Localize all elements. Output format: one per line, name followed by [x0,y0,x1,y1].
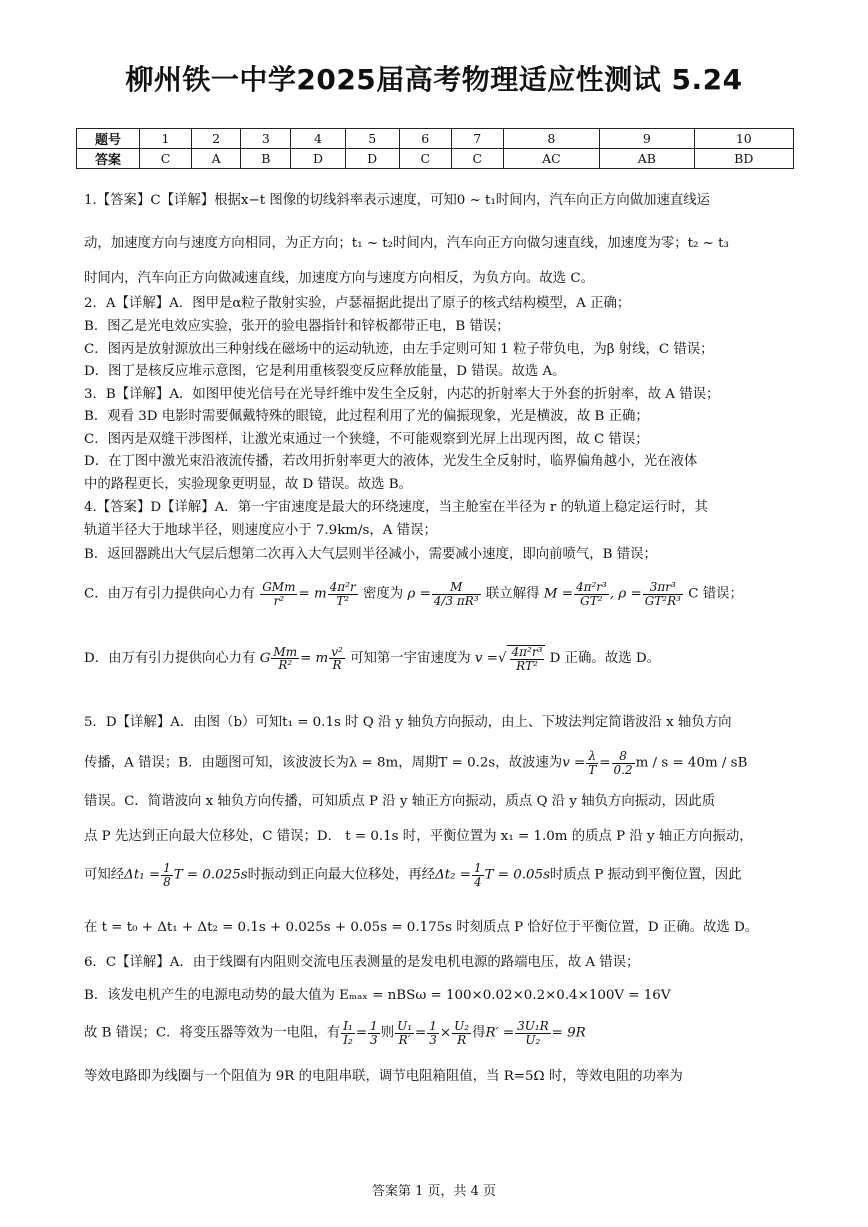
formula-text: D 正确。故选 D。 [549,651,660,667]
formula-symbol: = [355,1025,368,1041]
fraction [432,581,481,607]
formula-symbol: m / s = 40m / s [635,755,738,771]
formula-text: D．由万有引力提供向心力有 [84,651,256,667]
solution-line: 在 t = t₀ + Δt₁ + Δt₂ = 0.1s + 0.025s + 0.05s = 0.175s 时刻质点 P 恰好位于平衡位置，D 正确。故选 D。 [84,920,759,935]
question-number: 7 [451,129,503,149]
formula-symbol: = m [300,651,329,667]
formula-symbol: R′ = [485,1025,515,1041]
denominator: 8 [163,874,171,889]
numerator: Mm [273,644,298,659]
question-number: 3 [241,129,291,149]
solution-line: 轨道半径大于地球半径，则速度应小于 7.9km/s，A 错误； [84,523,437,538]
question-number: 9 [600,129,694,149]
solution-formula-line [84,862,790,888]
numerator: 1 [429,1019,437,1033]
formula-symbol: ρ = [407,586,431,602]
answer-cell: C [399,149,451,169]
fraction [643,581,683,607]
solution-line: D．在丁图中激光束沿液流传播，若改用折射率更大的液体，光发生全反射时，临界偏角越小，光在液体 [84,454,698,469]
sqrt-body [507,645,546,672]
solution-line: 4.【答案】D【详解】A．第一宇宙速度是最大的环绕速度，当主舱室在半径为 r 的轨道上稳定运行时，其 [84,500,708,515]
denominator: R′ [398,1032,411,1047]
solution-line: B．图乙是光电效应实验，张开的验电器指针和锌板都带正电，B 错误； [84,319,510,334]
fraction [472,862,484,888]
denominator: 4 [473,874,482,889]
question-number: 8 [503,129,599,149]
solution-line: 1.【答案】C【详解】根据x−t 图像的切线斜率表示速度，可知0 ~ t₁时间内，汽车向正方向做加速直线运 [84,193,711,208]
fraction [427,1020,439,1046]
numerator: I₁ [343,1019,353,1033]
numerator: U₁ [397,1019,413,1033]
formula-symbol: G [259,651,271,667]
solution-line: C．图丙是放射源放出三种射线在磁场中的运动轨迹，由左手定则可知 1 粒子带负电，为β 射线，C 错误； [84,342,714,357]
answer-cell: D [345,149,399,169]
answer-cell: B [241,149,291,169]
denominator: RT² [516,658,538,673]
numerator: 1 [163,861,171,875]
formula-symbol: = m [298,586,327,602]
formula-symbol: Δt₂ = [435,867,471,883]
solution-line: 3．B【详解】A．如图甲使光信号在光导纤维中发生全反射，内芯的折射率大于外套的折射率，故 A 错误； [84,387,720,402]
question-number: 10 [694,129,793,149]
denominator: r² [273,593,285,608]
solution-line: 5．D【详解】A．由图（b）可知t₁ = 0.1s 时 Q 沿 y 轴负方向振动，由上、下坡法判定简谐波沿 x 轴负方向 [84,715,732,730]
numerator: λ [586,750,598,764]
solution-formula-line [84,581,790,607]
formula-symbol: T = 0.025s [173,867,248,883]
numerator: 8 [612,750,635,764]
numerator: 4π²r [329,580,356,594]
fraction [341,1020,355,1046]
fraction [161,862,173,888]
solution-line: C．图丙是双缝干涉图样，让激光束通过一个狭缝，不可能观察到光屏上出现丙图，故 C 错误； [84,432,649,447]
formula-text: 密度为 [363,586,404,602]
denominator: T [588,762,597,777]
numerator: 3U₁R [517,1019,549,1033]
numerator: U₂ [454,1019,470,1033]
question-number: 4 [291,129,345,149]
denominator: R² [278,658,293,673]
denominator: R [457,1032,467,1047]
solution-formula-line [84,750,790,776]
solution-line: B．返回器跳出大气层后想第二次再入大气层则半径减小，需要减小速度，即向前喷气，B 错误； [84,547,657,562]
fraction [328,581,358,607]
question-number: 6 [399,129,451,149]
fraction [329,646,345,672]
formula-text: 可知第一宇宙速度为 [350,651,471,667]
denominator: 3 [370,1032,378,1047]
solution-line: 动，加速度方向与速度方向相同，为正方向；t₁ ~ t₂时间内，汽车向正方向做匀速直线，加速度为零；t₂ ~ t₃ [84,236,729,251]
denominator: 3 [429,1032,437,1047]
formula-symbol: Δt₁ = [124,867,161,883]
formula-text: 故 B 错误；C．将变压器等效为一电阻，有 [84,1025,341,1041]
denominator: U₂ [525,1032,541,1047]
solution-line: 6．C【详解】A．由于线圈有内阻则交流电压表测量的是发电机电源的路端电压，故 A 错误； [84,955,640,970]
numerator: 1 [473,861,482,875]
fraction [586,750,598,776]
answer-cell: BD [694,149,793,169]
formula-symbol: = 9R [551,1025,586,1041]
fraction [515,1020,551,1046]
solution-line: D．图丁是核反应堆示意图，它是利用重核裂变反应释放能量，D 错误。故选 A。 [84,364,566,379]
answer-cell: AB [600,149,694,169]
formula-text: C 错误； [688,586,743,602]
solution-formula-line [84,645,790,672]
formula-symbol: v = [474,651,498,667]
denominator: 4/3 πR³ [433,593,479,608]
question-number: 5 [345,129,399,149]
formula-text: 传播，A 错误；B．由题图可知，该波波长为λ = 8m，周期T = 0.2s，故波速为 [84,755,563,771]
answer-cell: AC [503,149,599,169]
formula-symbol: v = [562,755,586,771]
formula-symbol: M = [543,586,573,602]
formula-text: B [737,755,748,771]
formula-text: 时质点 P 振动到平衡位置，因此 [549,867,742,883]
fraction [612,750,635,776]
answer-cell: C [451,149,503,169]
formula-text: 联立解得 [485,586,540,602]
question-number: 1 [140,129,192,149]
solution-line: 错误。C．简谐波向 x 轴负方向传播，可知质点 P 沿 y 轴正方向振动，质点 Q 沿 y 轴负方向振动，因此质 [84,794,716,809]
page-title: 柳州铁一中学2025届高考物理适应性测试 5.24 [125,63,743,96]
question-number: 2 [191,129,240,149]
answer-cell: C [140,149,192,169]
fraction [510,646,545,672]
fraction [271,646,299,672]
solution-line: B．该发电机产生的电源电动势的最大值为 Eₘₐₓ = nBSω = 100×0.02×0.2×0.4×100V = 16V [84,988,671,1003]
fraction [452,1020,471,1046]
solution-line: 等效电路即为线圈与一个阻值为 9R 的电阻串联，调节电阻箱阻值，当 R=5Ω 时，等效电阻的功率为 [84,1069,683,1084]
solution-line: 2．A【详解】A．图甲是α粒子散射实验，卢瑟福据此提出了原子的核式结构模型，A 正确； [84,296,631,311]
denominator: 0.2 [613,762,633,777]
numerator: M [432,581,481,595]
numerator: 1 [370,1019,378,1033]
answer-cell: A [191,149,240,169]
answer-table-answer-row [77,149,794,169]
numerator: 4π²r³ [575,580,607,594]
numerator: v² [331,644,343,659]
denominator: I₂ [343,1032,353,1047]
answer-table [76,128,794,169]
sqrt-radical: √ [497,651,507,667]
solution-line: B．观看 3D 电影时需要佩戴特殊的眼镜，此过程利用了光的偏振现象，光是横波，故 B 正确； [84,409,649,424]
denominator: T² [336,593,350,608]
solution-formula-line [84,1020,790,1046]
numerator: 4π²r³ [511,645,543,659]
fraction [260,581,297,607]
denominator: GT²R³ [644,593,681,608]
formula-text: 时振动到正向最大位移处，再经 [247,867,436,883]
numerator: 3πr³ [643,581,683,595]
denominator: R [332,658,342,673]
solution-line: 中的路程更长，实验现象更明显，故 D 错误。故选 B。 [84,477,412,492]
numerator: GMm [262,580,296,594]
formula-symbol: T = 0.05s [484,867,550,883]
formula-text: C．由万有引力提供向心力有 [84,586,255,602]
solution-line: 时间内，汽车向正方向做减速直线，加速度方向与速度方向相反，为负方向。故选 C。 [84,271,594,286]
fraction [368,1020,380,1046]
answer-cell: D [291,149,345,169]
formula-symbol: , ρ = [609,586,642,602]
page-footer: 答案第 1 页，共 4 页 [371,1184,497,1199]
fraction [395,1020,414,1046]
formula-text: 则 [380,1025,395,1041]
answer-header: 答案 [77,149,140,169]
number-header: 题号 [77,129,140,149]
formula-text: 得 [472,1025,486,1041]
denominator: GT² [580,593,603,608]
formula-symbol: = [415,1025,427,1041]
formula-text: 可知经 [84,867,125,883]
formula-symbol: = [599,755,611,771]
solution-line: 点 P 先达到正向最大位移处，C 错误；D． t = 0.1s 时，平衡位置为 x₁ = 1.0m 的质点 P 沿 y 轴正方向振动， [84,829,753,844]
fraction [574,581,609,607]
formula-symbol: × [439,1025,452,1041]
answer-table-number-row [77,129,794,149]
